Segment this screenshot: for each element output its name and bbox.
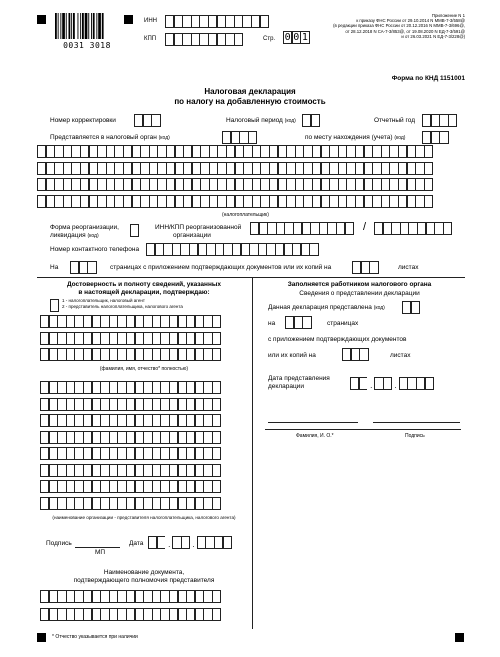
entry-cell[interactable]: [359, 348, 368, 361]
grid-row[interactable]: [37, 195, 432, 208]
sheets-count-cells[interactable]: [352, 261, 378, 274]
grid-row[interactable]: [40, 315, 220, 328]
corner-marker-top-left: [37, 15, 46, 24]
entry-cell[interactable]: [439, 131, 448, 144]
entry-cell[interactable]: [130, 224, 139, 237]
title-line-1: Налоговая декларация: [204, 87, 296, 96]
corner-marker-top-center: [124, 15, 133, 24]
reorg-kpp-cells[interactable]: [374, 222, 451, 235]
copies-label-right: или их копий на: [268, 352, 316, 359]
entry-cell[interactable]: [212, 398, 221, 411]
entry-cell[interactable]: [424, 195, 433, 208]
date-submitted-line: Дата представления: [268, 375, 330, 382]
submitted-code-note: (код): [373, 305, 385, 311]
certification-heading-line: в настоящей декларации, подтверждаю:: [78, 289, 210, 296]
location-label: [305, 134, 405, 142]
date-submitted-line: декларации: [268, 383, 304, 390]
column-divider: [252, 277, 253, 629]
officer-signature-line[interactable]: [373, 422, 460, 423]
barcode-number: 0031 3018: [63, 41, 111, 50]
entry-cell[interactable]: [424, 178, 433, 191]
reorg-inn-label-line: организации: [173, 232, 211, 239]
date-cell[interactable]: [425, 377, 434, 390]
grid-row[interactable]: [40, 398, 220, 411]
signature-label: Подпись: [46, 540, 72, 547]
entry-cell[interactable]: [212, 480, 221, 493]
date-cell[interactable]: [223, 536, 232, 549]
officer-signature-label: Подпись: [405, 433, 425, 439]
date-separator: .: [190, 536, 198, 549]
barcode-bar: [91, 13, 92, 39]
phone-cells[interactable]: [146, 243, 318, 256]
grid-row[interactable]: [40, 431, 220, 444]
barcode-bar: [60, 13, 61, 39]
barcode-image: [55, 13, 119, 39]
org-note: (наименование организации - представителя налогоплательщика, налогового агента): [52, 515, 236, 520]
entry-cell[interactable]: [151, 114, 160, 127]
entry-cell[interactable]: [87, 261, 96, 274]
submit-date-cells[interactable]: [350, 377, 433, 390]
officer-line: [265, 429, 461, 430]
section-divider: [37, 277, 465, 278]
reorg-inn-label: [155, 224, 241, 240]
entry-cell[interactable]: [212, 381, 221, 394]
entry-cell[interactable]: [448, 114, 457, 127]
period-label-text: Налоговый период: [226, 117, 283, 124]
period-code-note: (код): [284, 118, 296, 124]
entry-cell[interactable]: [302, 316, 311, 329]
on-label-right: на: [268, 320, 276, 327]
page-digit: 1: [301, 32, 308, 43]
entry-cell[interactable]: [248, 131, 257, 144]
barcode-bar: [55, 13, 57, 39]
entry-cell[interactable]: [424, 162, 433, 175]
barcode-bar: [98, 13, 101, 39]
location-code-note: (код): [394, 135, 406, 141]
entry-cell[interactable]: [369, 261, 378, 274]
barcode-bar: [73, 13, 75, 39]
attach-label-right: с приложением подтверждающих документов: [268, 336, 407, 343]
page-digit: 0: [293, 32, 300, 43]
grid-row[interactable]: [40, 590, 220, 603]
submitted-code-cells[interactable]: [402, 301, 419, 314]
grid-row[interactable]: [40, 447, 220, 460]
year-label: Отчетный год: [374, 117, 415, 124]
entry-cell[interactable]: [212, 414, 221, 427]
certification-heading-line: Достоверность и полноту сведений, указанных: [66, 281, 222, 288]
period-cells[interactable]: [302, 114, 319, 127]
office-subheading: Сведения о представлении декларации: [299, 290, 420, 297]
period-label: [226, 117, 296, 125]
grid-row[interactable]: [37, 162, 432, 175]
entry-cell[interactable]: [212, 348, 221, 361]
reorg-label: [50, 224, 119, 240]
signature-line[interactable]: [75, 547, 120, 548]
date-submitted-label: [268, 375, 330, 391]
kpp-cells[interactable]: [165, 33, 242, 46]
entry-cell[interactable]: [311, 114, 320, 127]
barcode-bar: [58, 13, 59, 39]
grid-row[interactable]: [37, 145, 432, 158]
sign-date-cells[interactable]: [148, 536, 231, 549]
page-digit: 0: [284, 32, 291, 43]
taxpayer-note: (налогоплательщик): [222, 212, 269, 218]
title-line-2: по налогу на добавленную стоимость: [174, 97, 326, 106]
signer-options: [62, 298, 183, 310]
entry-cell[interactable]: [212, 332, 221, 345]
grid-row[interactable]: [40, 608, 220, 621]
barcode-bar: [71, 13, 72, 39]
entry-cell[interactable]: [212, 447, 221, 460]
grid-row[interactable]: [40, 497, 220, 510]
certification-heading: [40, 281, 248, 297]
barcode-bar: [66, 13, 67, 39]
page-title: [100, 87, 400, 107]
signer-type-cell[interactable]: [50, 299, 59, 312]
officer-name-line[interactable]: [268, 422, 358, 423]
entry-cell[interactable]: [443, 222, 452, 235]
appendix-note: [300, 13, 465, 39]
barcode-bar: [78, 13, 79, 39]
barcode-bar: [93, 13, 95, 39]
pages-attach-label: страницах с приложением подтверждающих документов или их копий на: [110, 264, 332, 271]
date-separator: .: [392, 377, 400, 390]
authority-doc-heading: [40, 569, 248, 585]
appendix-line: и от 26.03.2021 N ЕД-7-3/228@): [401, 33, 465, 39]
date-separator: .: [367, 377, 375, 390]
correction-label: Номер корректировки: [50, 117, 116, 124]
kpp-label: КПП: [144, 36, 157, 42]
form-code: Форма по КНД 1151001: [391, 75, 465, 82]
fio-note: (фамилия, имя, отчество* полностью): [99, 366, 189, 372]
entry-cell[interactable]: [212, 431, 221, 444]
appendix-line: (в редакции приказа ФНС России от 20.12.2016 N ММВ-7-3/696@,: [333, 23, 465, 29]
entry-cell[interactable]: [212, 608, 221, 621]
barcode-bar: [82, 13, 84, 39]
entry-cell[interactable]: [212, 497, 221, 510]
sheets-label-right: листах: [390, 352, 411, 359]
entry-cell[interactable]: [411, 301, 420, 314]
date-separator: .: [165, 536, 173, 549]
reorg-inn-label-line: ИНН/КПП реорганизованной: [155, 224, 242, 231]
barcode-bar: [80, 13, 81, 39]
authority-code-note: (код): [158, 135, 170, 141]
authority-cells[interactable]: [222, 131, 256, 144]
officer-fio-label: Фамилия, И. О.*: [296, 433, 334, 439]
inn-cells[interactable]: [165, 15, 268, 28]
barcode-bar: [102, 13, 104, 39]
submitted-label-text: Данная декларация представлена: [268, 304, 372, 311]
entry-cell[interactable]: [212, 464, 221, 477]
entry-cell[interactable]: [212, 590, 221, 603]
authority-label: [50, 134, 170, 142]
appendix-line: Приложение N 1: [431, 13, 465, 18]
footnote: * Отчество указывается при наличии: [52, 634, 138, 640]
authority-doc-line: подтверждающего полномочия представителя: [73, 577, 215, 584]
appendix-line: от 28.12.2018 N СА-7-3/853@, от 19.08.2020 N ЕД-7-3/591@: [345, 28, 465, 34]
on-label: На: [50, 264, 59, 271]
entry-cell[interactable]: [50, 299, 59, 312]
mp-label: МП: [95, 549, 106, 556]
reorg-code-note: (код): [87, 233, 99, 239]
reorg-label-line: Форма реорганизации,: [50, 224, 119, 231]
barcode-bar: [88, 13, 89, 39]
pages-count-right[interactable]: [285, 316, 311, 329]
authority-doc-line: Наименование документа,: [103, 569, 185, 576]
entry-cell[interactable]: [212, 315, 221, 328]
page-label: Стр.: [263, 36, 276, 42]
phone-label: Номер контактного телефона: [50, 246, 140, 253]
corner-marker-bottom-right: [455, 633, 464, 642]
reorg-form-cells[interactable]: [130, 224, 139, 237]
barcode-bar: [85, 13, 88, 39]
pages-count-cells[interactable]: [70, 261, 96, 274]
entry-cell[interactable]: [260, 15, 269, 28]
submitted-label: [268, 304, 385, 312]
grid-row[interactable]: [40, 348, 220, 361]
barcode-bar: [96, 13, 97, 39]
date-label: Дата: [129, 540, 144, 547]
sheets-count-right[interactable]: [342, 348, 368, 361]
grid-row[interactable]: [40, 414, 220, 427]
inn-kpp-slash: /: [363, 221, 367, 233]
entry-cell[interactable]: [424, 145, 433, 158]
year-cells[interactable]: [422, 114, 456, 127]
entry-cell[interactable]: [309, 243, 318, 256]
signer-option-1: 1 - налогоплательщик, налоговый агент: [62, 298, 145, 303]
reorg-label-line: ликвидация: [50, 232, 86, 239]
pages-label-right: страницах: [327, 320, 359, 327]
signer-option-2: 2 - представитель налогоплательщика, налогового агента: [62, 304, 183, 309]
entry-cell[interactable]: [234, 33, 243, 46]
location-cells[interactable]: [422, 131, 448, 144]
correction-number-cells[interactable]: [134, 114, 160, 127]
barcode-bar: [69, 13, 71, 39]
entry-cell[interactable]: [345, 222, 354, 235]
location-label-text: по месту нахождения (учета): [305, 134, 393, 141]
grid-row[interactable]: [40, 464, 220, 477]
appendix-line: к приказу ФНС России от 29.10.2014 N ММВ-7-3/558@: [356, 18, 465, 24]
corner-marker-bottom-left: [37, 633, 46, 642]
barcode-bar: [62, 13, 65, 39]
authority-label-text: Представляется в налоговый орган: [50, 134, 157, 141]
sheets-label: листах: [398, 264, 419, 271]
grid-row[interactable]: [40, 332, 220, 345]
grid-row[interactable]: [40, 381, 220, 394]
office-heading: Заполняется работником налогового органа: [287, 281, 432, 288]
grid-row[interactable]: [37, 178, 432, 191]
reorg-inn-cells[interactable]: [250, 222, 353, 235]
inn-label: ИНН: [144, 18, 157, 24]
grid-row[interactable]: [40, 480, 220, 493]
